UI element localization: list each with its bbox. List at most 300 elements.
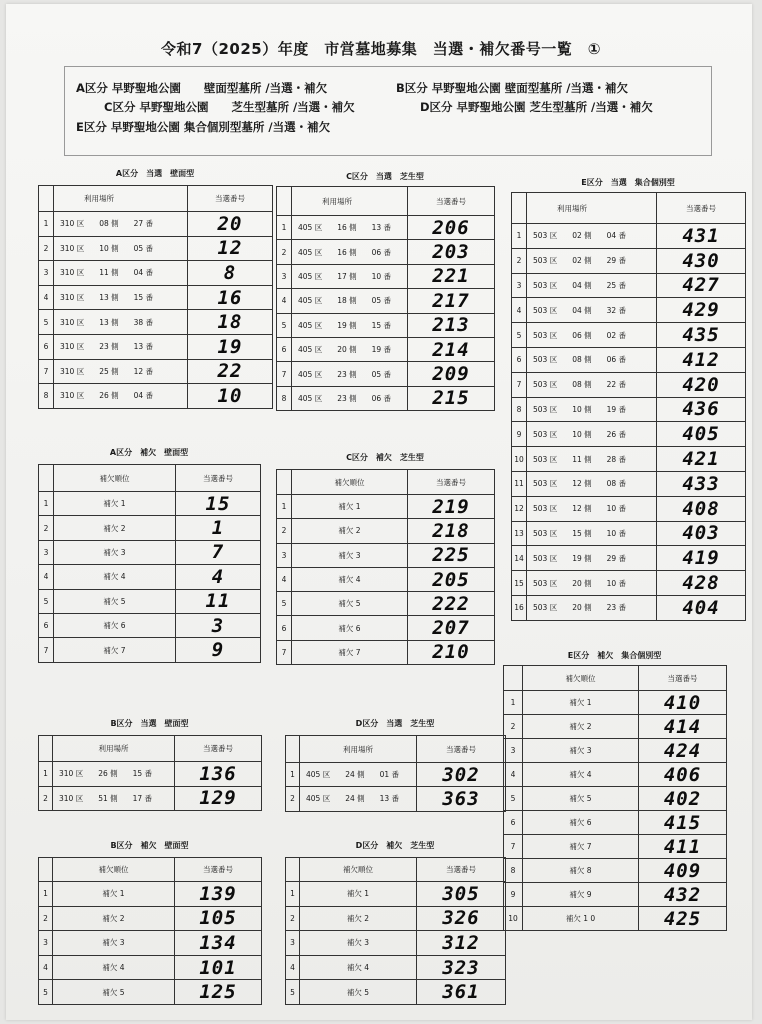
winning-number-cell: 22 — [188, 359, 273, 384]
winning-number-cell: 105 — [175, 906, 262, 931]
table-row — [504, 883, 727, 907]
row-index: 2 — [286, 787, 300, 811]
row-index: 7 — [277, 640, 292, 664]
winning-number-cell: 139 — [175, 882, 262, 907]
winning-number-cell: 430 — [657, 248, 746, 273]
table-row — [277, 386, 495, 410]
table-row — [39, 980, 262, 1005]
table-row — [512, 422, 746, 447]
rank-cell: 補欠 2 — [54, 516, 176, 540]
rank-cell: 補欠 9 — [523, 883, 639, 907]
table-a-sub — [38, 464, 261, 663]
row-index: 2 — [504, 715, 523, 739]
header-rank: 補欠順位 — [292, 470, 408, 495]
table-header-row — [39, 186, 273, 212]
rank-cell: 補欠 4 — [292, 567, 408, 591]
row-index: 3 — [512, 273, 527, 298]
location-cell: 503 区 02 側 29 番 — [527, 248, 657, 273]
rank-cell: 補欠 1 — [523, 691, 639, 715]
location-cell: 503 区 10 側 26 番 — [527, 422, 657, 447]
winning-number-cell: 134 — [175, 931, 262, 956]
winning-number-cell: 207 — [408, 616, 495, 640]
location-cell: 503 区 02 側 04 番 — [527, 224, 657, 249]
table-header-row — [39, 736, 262, 762]
winning-number-cell: 205 — [408, 567, 495, 591]
table-header-row — [277, 470, 495, 495]
row-index: 8 — [512, 397, 527, 422]
table-row — [39, 516, 261, 540]
rank-cell: 補欠 2 — [53, 906, 175, 931]
table-caption-b-sub: B区分 補欠 壁面型 — [110, 841, 189, 850]
winning-number-cell: 435 — [657, 323, 746, 348]
header-rank: 補欠順位 — [54, 465, 176, 492]
winning-number-cell: 420 — [657, 372, 746, 397]
row-index: 3 — [39, 261, 54, 286]
header-rank: 補欠順位 — [523, 666, 639, 691]
location-cell: 503 区 15 側 10 番 — [527, 521, 657, 546]
table-c-win — [276, 186, 495, 411]
winning-number-cell: 361 — [417, 980, 506, 1005]
header-number: 当選番号 — [176, 465, 261, 492]
row-index: 4 — [39, 285, 54, 310]
table-row — [39, 285, 273, 310]
winning-number-cell: 19 — [188, 334, 273, 359]
winning-number-cell: 412 — [657, 347, 746, 372]
table-row — [277, 640, 495, 664]
location-cell: 310 区 13 側 38 番 — [54, 310, 188, 335]
table-header-row — [512, 193, 746, 224]
header-blank-cell — [512, 193, 527, 224]
header-number: 当選番号 — [175, 858, 262, 882]
table-row — [277, 240, 495, 264]
location-cell: 503 区 12 側 08 番 — [527, 471, 657, 496]
table-row — [512, 224, 746, 249]
winning-number-cell: 218 — [408, 519, 495, 543]
rank-cell: 補欠 3 — [300, 931, 417, 956]
winning-number-cell: 433 — [657, 471, 746, 496]
row-index: 4 — [39, 565, 54, 589]
table-row — [512, 471, 746, 496]
location-cell: 310 区 11 側 04 番 — [54, 261, 188, 286]
location-cell: 310 区 08 側 27 番 — [54, 212, 188, 237]
winning-number-cell: 222 — [408, 592, 495, 616]
table-caption-a-win: A区分 当選 壁面型 — [115, 169, 195, 178]
table-row — [286, 906, 506, 931]
header-blank-cell — [39, 858, 53, 882]
table-caption-d-sub: D区分 補欠 芝生型 — [355, 841, 435, 850]
row-index: 6 — [277, 337, 292, 361]
rank-cell: 補欠 6 — [292, 616, 408, 640]
row-index: 4 — [39, 955, 53, 980]
winning-number-cell: 436 — [657, 397, 746, 422]
winning-number-cell: 18 — [188, 310, 273, 335]
location-cell: 503 区 04 側 25 番 — [527, 273, 657, 298]
header-number: 当選番号 — [657, 193, 746, 224]
row-index: 1 — [39, 212, 54, 237]
rank-cell: 補欠 2 — [292, 519, 408, 543]
table-row — [39, 931, 262, 956]
table-header-row — [504, 666, 727, 691]
table-header-row — [286, 858, 506, 882]
header-blank-cell — [286, 736, 300, 763]
table-row — [39, 540, 261, 564]
header-number: 当選番号 — [639, 666, 727, 691]
table-b-win — [38, 735, 262, 811]
table-row — [277, 567, 495, 591]
table-row — [286, 763, 506, 787]
table-row — [504, 811, 727, 835]
winning-number-cell: 428 — [657, 571, 746, 596]
winning-number-cell: 214 — [408, 337, 495, 361]
info-line-e: E区分 早野聖地公園 集合個別型墓所 /当選・補欠 — [76, 120, 331, 134]
table-a-win — [38, 185, 273, 409]
table-row — [512, 323, 746, 348]
row-index: 6 — [277, 616, 292, 640]
table-row — [504, 835, 727, 859]
header-location: 利用場所 — [54, 186, 188, 212]
table-row — [277, 362, 495, 386]
rank-cell: 補欠 4 — [523, 763, 639, 787]
rank-cell: 補欠 5 — [53, 980, 175, 1005]
table-d-win — [285, 735, 506, 812]
table-row — [512, 595, 746, 620]
location-cell: 310 区 26 側 15 番 — [53, 762, 175, 787]
table-row — [512, 298, 746, 323]
row-index: 2 — [286, 906, 300, 931]
row-index: 15 — [512, 571, 527, 596]
header-location: 利用場所 — [292, 187, 408, 216]
row-index: 4 — [277, 567, 292, 591]
winning-number-cell: 408 — [657, 496, 746, 521]
table-row — [39, 906, 262, 931]
rank-cell: 補欠 1 — [54, 492, 176, 516]
row-index: 5 — [277, 313, 292, 337]
winning-number-cell: 20 — [188, 212, 273, 237]
winning-number-cell: 209 — [408, 362, 495, 386]
table-row — [39, 359, 273, 384]
header-blank-cell — [286, 858, 300, 882]
location-cell: 405 区 23 側 06 番 — [292, 386, 408, 410]
header-location: 利用場所 — [527, 193, 657, 224]
winning-number-cell: 326 — [417, 906, 506, 931]
header-number: 当選番号 — [175, 736, 262, 762]
table-row — [504, 859, 727, 883]
header-number: 当選番号 — [408, 187, 495, 216]
table-caption-c-win: C区分 当選 芝生型 — [346, 172, 424, 181]
table-caption-d-win: D区分 当選 芝生型 — [355, 719, 435, 728]
winning-number-cell: 136 — [175, 762, 262, 787]
winning-number-cell: 406 — [639, 763, 727, 787]
rank-cell: 補欠 3 — [53, 931, 175, 956]
table-row — [286, 931, 506, 956]
table-row — [286, 980, 506, 1005]
info-line-c: C区分 早野聖地公園 芝生型墓所 /当選・補欠 — [104, 100, 355, 114]
winning-number-cell: 404 — [657, 595, 746, 620]
rank-cell: 補欠 6 — [54, 613, 176, 637]
table-row — [39, 334, 273, 359]
row-index: 1 — [504, 691, 523, 715]
table-row — [39, 638, 261, 662]
rank-cell: 補欠 6 — [523, 811, 639, 835]
table-row — [39, 236, 273, 261]
table-row — [286, 882, 506, 907]
rank-cell: 補欠 4 — [300, 955, 417, 980]
location-cell: 405 区 17 側 10 番 — [292, 264, 408, 288]
row-index: 7 — [39, 359, 54, 384]
winning-number-cell: 203 — [408, 240, 495, 264]
table-row — [39, 384, 273, 409]
table-row — [504, 907, 727, 931]
winning-number-cell: 206 — [408, 216, 495, 240]
table-d-sub — [285, 857, 506, 1005]
table-row — [39, 212, 273, 237]
row-index: 10 — [512, 447, 527, 472]
location-cell: 405 区 16 側 06 番 — [292, 240, 408, 264]
rank-cell: 補欠 2 — [523, 715, 639, 739]
winning-number-cell: 9 — [176, 638, 261, 662]
table-row — [277, 543, 495, 567]
page-title: 令和7（2025）年度 市営墓地募集 当選・補欠番号一覧 ① — [161, 40, 601, 58]
row-index: 10 — [504, 907, 523, 931]
table-row — [512, 521, 746, 546]
table-row — [512, 347, 746, 372]
winning-number-cell: 424 — [639, 739, 727, 763]
location-cell: 503 区 20 側 23 番 — [527, 595, 657, 620]
table-row — [39, 492, 261, 516]
header-blank-cell — [277, 187, 292, 216]
winning-number-cell: 421 — [657, 447, 746, 472]
winning-number-cell: 414 — [639, 715, 727, 739]
winning-number-cell: 16 — [188, 285, 273, 310]
winning-number-cell: 125 — [175, 980, 262, 1005]
row-index: 8 — [504, 859, 523, 883]
table-row — [277, 216, 495, 240]
winning-number-cell: 1 — [176, 516, 261, 540]
table-header-row — [39, 465, 261, 492]
table-row — [277, 289, 495, 313]
winning-number-cell: 403 — [657, 521, 746, 546]
winning-number-cell: 213 — [408, 313, 495, 337]
table-row — [39, 762, 262, 787]
winning-number-cell: 12 — [188, 236, 273, 261]
table-caption-e-sub: E区分 補欠 集合個別型 — [567, 651, 662, 660]
winning-number-cell: 427 — [657, 273, 746, 298]
header-number: 当選番号 — [417, 736, 506, 763]
table-row — [504, 691, 727, 715]
winning-number-cell: 101 — [175, 955, 262, 980]
winning-number-cell: 363 — [417, 787, 506, 811]
winning-number-cell: 323 — [417, 955, 506, 980]
table-row — [39, 261, 273, 286]
location-cell: 405 区 23 側 05 番 — [292, 362, 408, 386]
row-index: 2 — [277, 240, 292, 264]
winning-number-cell: 431 — [657, 224, 746, 249]
table-row — [512, 372, 746, 397]
location-cell: 503 区 06 側 02 番 — [527, 323, 657, 348]
table-row — [277, 519, 495, 543]
row-index: 5 — [512, 323, 527, 348]
table-row — [286, 955, 506, 980]
winning-number-cell: 409 — [639, 859, 727, 883]
table-header-row — [286, 736, 506, 763]
rank-cell: 補欠 5 — [523, 787, 639, 811]
winning-number-cell: 432 — [639, 883, 727, 907]
header-location: 利用場所 — [300, 736, 417, 763]
rank-cell: 補欠 7 — [523, 835, 639, 859]
row-index: 3 — [504, 739, 523, 763]
row-index: 16 — [512, 595, 527, 620]
table-row — [504, 763, 727, 787]
row-index: 1 — [512, 224, 527, 249]
info-line-b: B区分 早野聖地公園 壁面型墓所 /当選・補欠 — [396, 81, 628, 95]
row-index: 8 — [277, 386, 292, 410]
row-index: 5 — [277, 592, 292, 616]
row-index: 13 — [512, 521, 527, 546]
winning-number-cell: 8 — [188, 261, 273, 286]
header-blank-cell — [39, 736, 53, 762]
row-index: 1 — [39, 882, 53, 907]
rank-cell: 補欠 8 — [523, 859, 639, 883]
row-index: 1 — [286, 882, 300, 907]
location-cell: 503 区 11 側 28 番 — [527, 447, 657, 472]
table-row — [504, 739, 727, 763]
winning-number-cell: 217 — [408, 289, 495, 313]
winning-number-cell: 425 — [639, 907, 727, 931]
row-index: 7 — [277, 362, 292, 386]
location-cell: 503 区 10 側 19 番 — [527, 397, 657, 422]
header-number: 当選番号 — [408, 470, 495, 495]
location-cell: 503 区 20 側 10 番 — [527, 571, 657, 596]
table-row — [512, 273, 746, 298]
row-index: 3 — [39, 931, 53, 956]
winning-number-cell: 411 — [639, 835, 727, 859]
location-cell: 405 区 18 側 05 番 — [292, 289, 408, 313]
rank-cell: 補欠 4 — [54, 565, 176, 589]
row-index: 2 — [39, 786, 53, 811]
header-blank-cell — [39, 465, 54, 492]
row-index: 9 — [504, 883, 523, 907]
rank-cell: 補欠 1 — [53, 882, 175, 907]
table-c-sub — [276, 469, 495, 665]
rank-cell: 補欠 5 — [292, 592, 408, 616]
table-e-win — [511, 192, 746, 621]
winning-number-cell: 3 — [176, 613, 261, 637]
winning-number-cell: 7 — [176, 540, 261, 564]
row-index: 3 — [286, 931, 300, 956]
location-cell: 503 区 12 側 10 番 — [527, 496, 657, 521]
table-row — [39, 310, 273, 335]
row-index: 2 — [512, 248, 527, 273]
header-blank-cell — [39, 186, 54, 212]
row-index: 12 — [512, 496, 527, 521]
row-index: 1 — [39, 762, 53, 787]
table-row — [277, 616, 495, 640]
location-cell: 405 区 19 側 15 番 — [292, 313, 408, 337]
winning-number-cell: 219 — [408, 495, 495, 519]
table-row — [277, 264, 495, 288]
row-index: 14 — [512, 546, 527, 571]
header-rank: 補欠順位 — [53, 858, 175, 882]
table-row — [39, 955, 262, 980]
table-row — [277, 313, 495, 337]
table-row — [39, 565, 261, 589]
location-cell: 405 区 24 側 01 番 — [300, 763, 417, 787]
header-location: 利用場所 — [53, 736, 175, 762]
row-index: 1 — [277, 495, 292, 519]
location-cell: 503 区 08 側 22 番 — [527, 372, 657, 397]
row-index: 6 — [504, 811, 523, 835]
winning-number-cell: 4 — [176, 565, 261, 589]
location-cell: 310 区 23 側 13 番 — [54, 334, 188, 359]
row-index: 5 — [39, 980, 53, 1005]
winning-number-cell: 15 — [176, 492, 261, 516]
table-row — [504, 715, 727, 739]
winning-number-cell: 221 — [408, 264, 495, 288]
header-rank: 補欠順位 — [300, 858, 417, 882]
table-row — [39, 613, 261, 637]
row-index: 6 — [39, 334, 54, 359]
rank-cell: 補欠 5 — [54, 589, 176, 613]
location-cell: 503 区 19 側 29 番 — [527, 546, 657, 571]
row-index: 1 — [277, 216, 292, 240]
winning-number-cell: 312 — [417, 931, 506, 956]
winning-number-cell: 419 — [657, 546, 746, 571]
location-cell: 503 区 04 側 32 番 — [527, 298, 657, 323]
table-row — [277, 592, 495, 616]
row-index: 5 — [39, 589, 54, 613]
header-blank-cell — [504, 666, 523, 691]
winning-number-cell: 410 — [639, 691, 727, 715]
location-cell: 503 区 08 側 06 番 — [527, 347, 657, 372]
row-index: 6 — [39, 613, 54, 637]
row-index: 1 — [39, 492, 54, 516]
row-index: 4 — [277, 289, 292, 313]
winning-number-cell: 225 — [408, 543, 495, 567]
location-cell: 310 区 26 側 04 番 — [54, 384, 188, 409]
winning-number-cell: 11 — [176, 589, 261, 613]
row-index: 2 — [39, 236, 54, 261]
table-caption-b-win: B区分 当選 壁面型 — [110, 719, 189, 728]
table-row — [504, 787, 727, 811]
winning-number-cell: 415 — [639, 811, 727, 835]
table-row — [512, 447, 746, 472]
location-cell: 310 区 25 側 12 番 — [54, 359, 188, 384]
location-cell: 310 区 51 側 17 番 — [53, 786, 175, 811]
header-number: 当選番号 — [188, 186, 273, 212]
rank-cell: 補欠 1 — [292, 495, 408, 519]
row-index: 3 — [277, 543, 292, 567]
rank-cell: 補欠 1 — [300, 882, 417, 907]
location-cell: 405 区 16 側 13 番 — [292, 216, 408, 240]
table-b-sub — [38, 857, 262, 1005]
table-row — [39, 589, 261, 613]
rank-cell: 補欠 4 — [53, 955, 175, 980]
table-header-row — [277, 187, 495, 216]
table-row — [277, 495, 495, 519]
info-line-d: D区分 早野聖地公園 芝生型墓所 /当選・補欠 — [420, 100, 653, 114]
table-row — [512, 248, 746, 273]
rank-cell: 補欠 7 — [292, 640, 408, 664]
winning-number-cell: 10 — [188, 384, 273, 409]
row-index: 6 — [512, 347, 527, 372]
table-row — [286, 787, 506, 811]
table-row — [512, 571, 746, 596]
table-caption-c-sub: C区分 補欠 芝生型 — [346, 453, 424, 462]
row-index: 9 — [512, 422, 527, 447]
table-caption-a-sub: A区分 補欠 壁面型 — [109, 448, 189, 457]
winning-number-cell: 129 — [175, 786, 262, 811]
rank-cell: 補欠 3 — [523, 739, 639, 763]
